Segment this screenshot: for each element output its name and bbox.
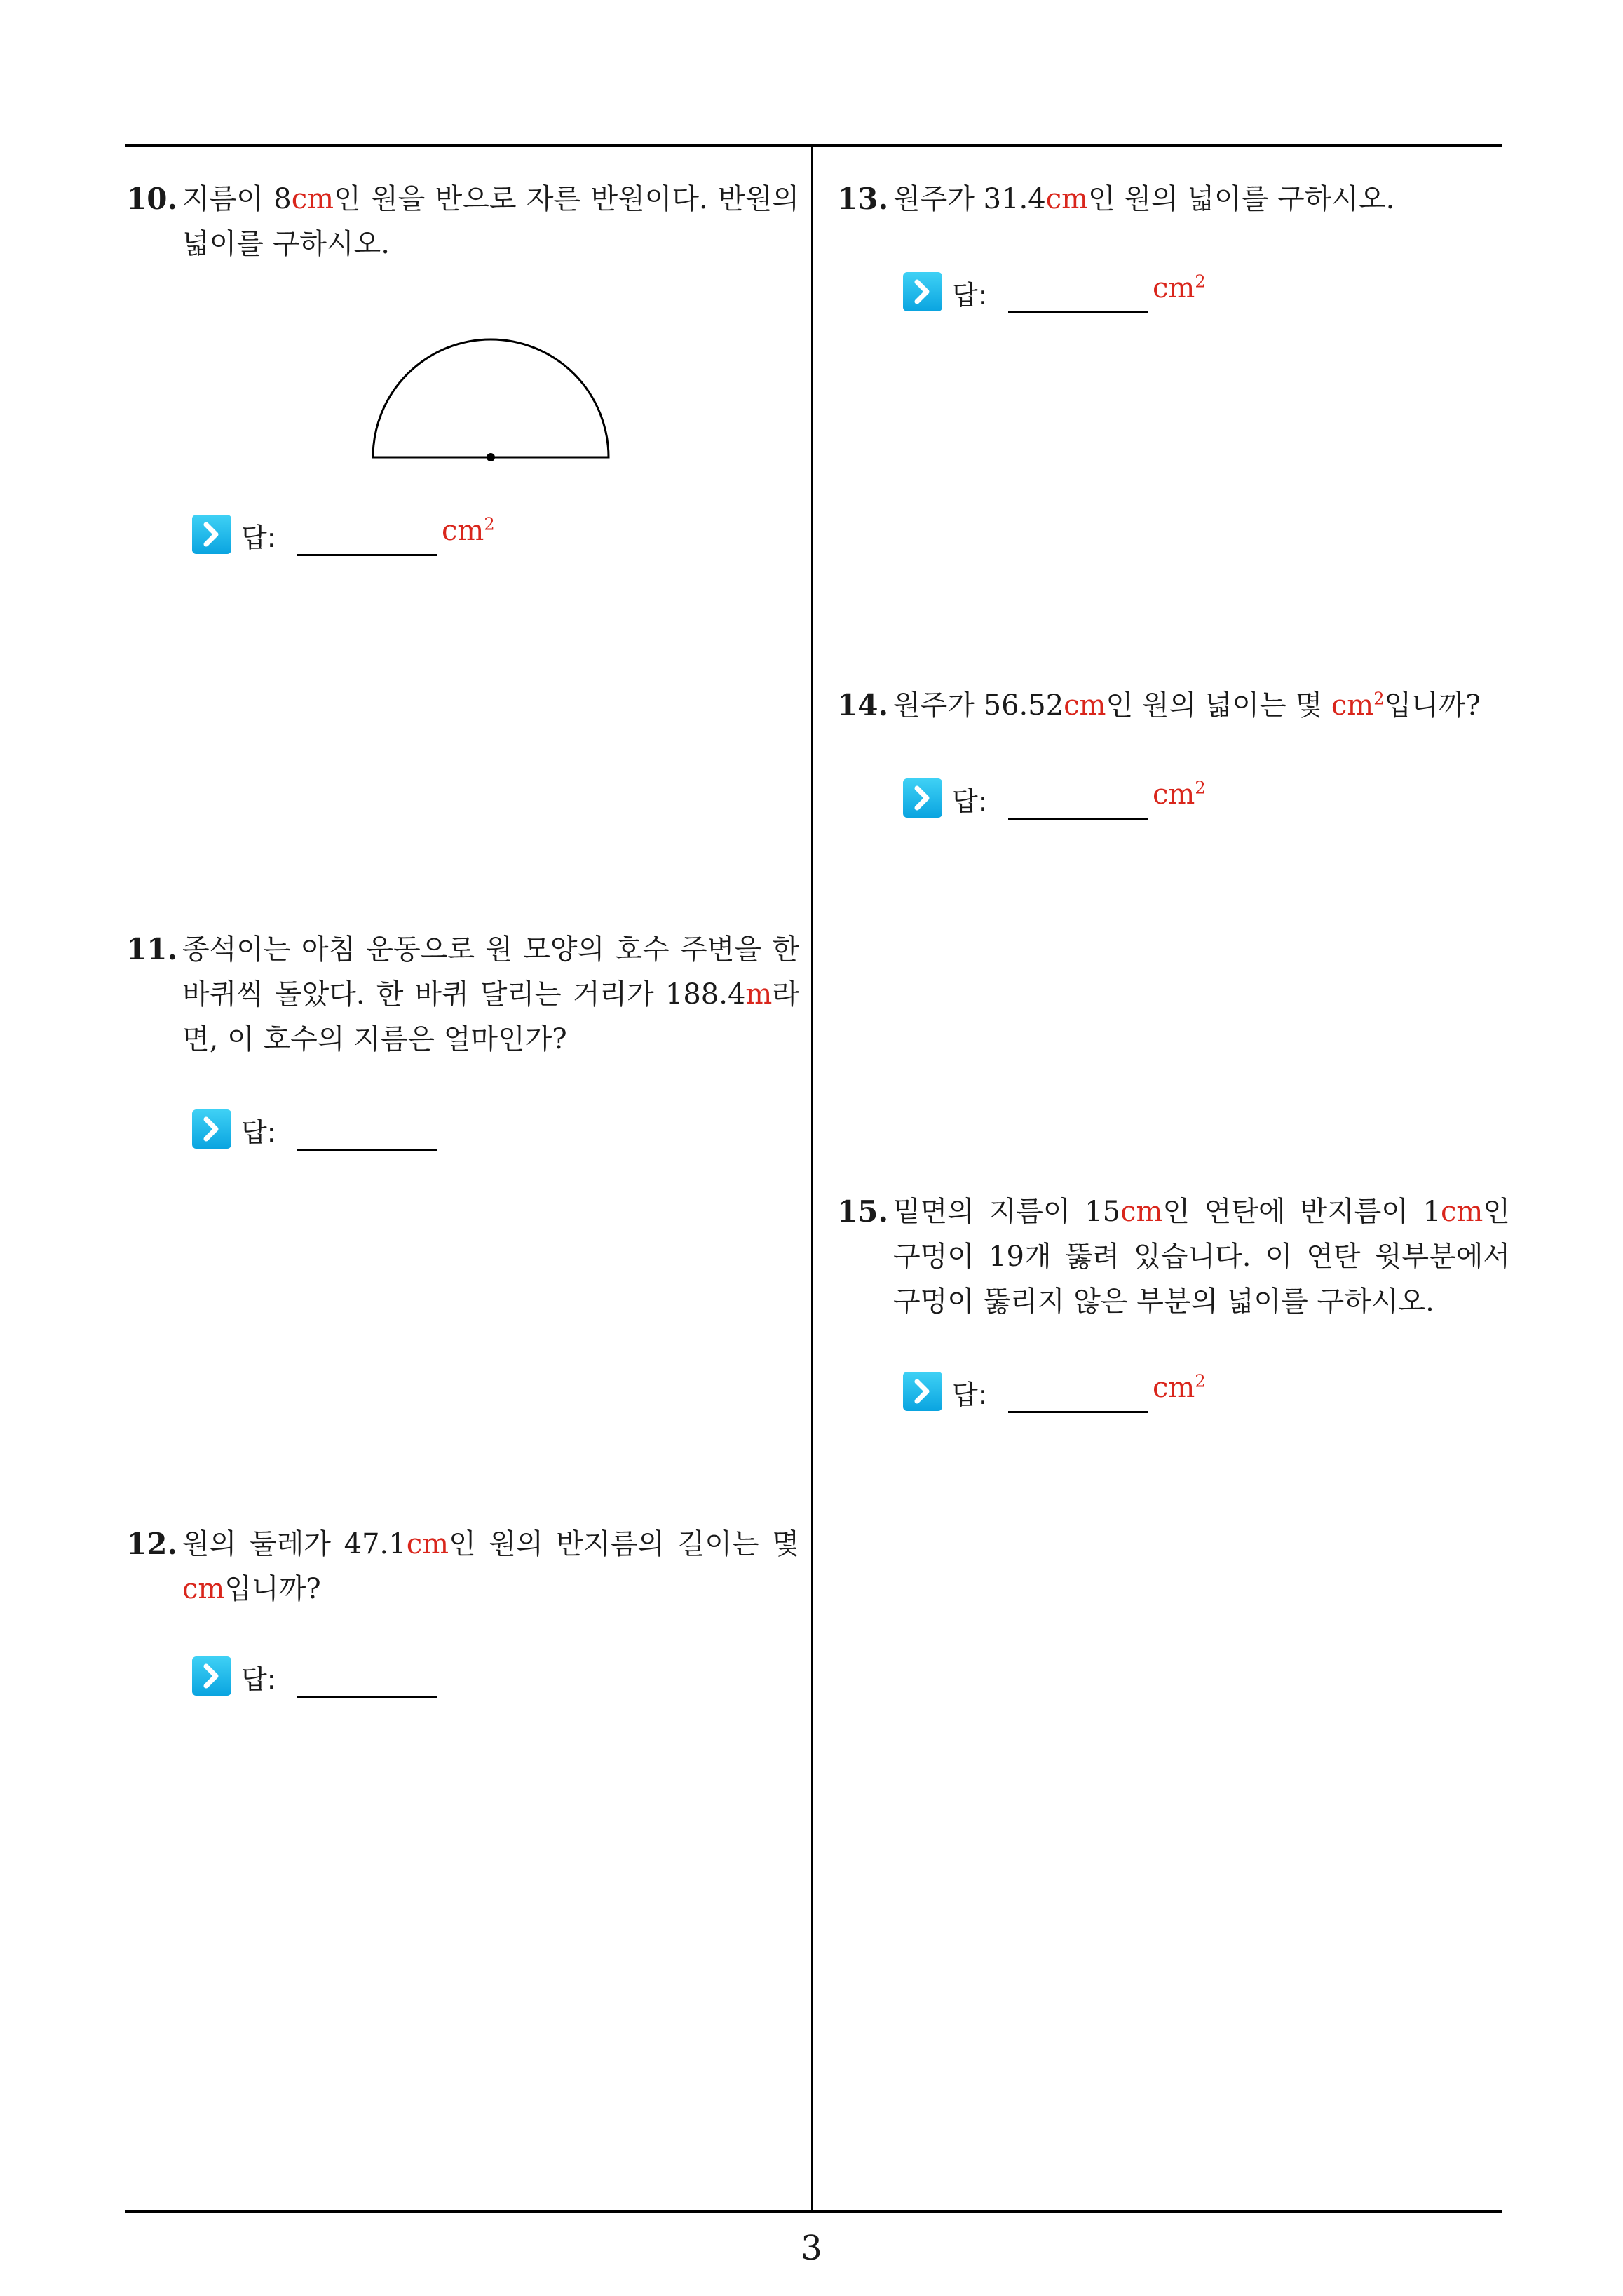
answer-label: 답: (241, 1664, 276, 1695)
column-divider (811, 144, 813, 2212)
question-text: 원주가 56.52cm인 원의 넓이는 몇 $cm^2$입니까? (893, 689, 1481, 722)
question-text: 지름이 8cm인 원을 반으로 자른 반원이다. 반원의 넓이를 구하시오. (182, 183, 799, 260)
chevron-right-icon (903, 1372, 942, 1411)
answer-label: 답: (241, 1117, 276, 1148)
chevron-right-icon (903, 272, 942, 311)
top-rule (125, 144, 1502, 147)
answer-blank[interactable] (297, 1149, 437, 1151)
answer-blank[interactable] (1008, 1411, 1148, 1413)
bottom-rule (125, 2210, 1502, 2213)
question-11 (126, 927, 799, 1062)
question-14 (837, 683, 1510, 728)
question-text: 종석이는 아침 운동으로 원 모양의 호수 주변을 한 바퀴씩 돌았다. 한 바퀴 달리는 거리가 188.4m라면, 이 호수의 지름은 얼마인가? (182, 933, 799, 1055)
question-number: 14. (837, 688, 889, 722)
answer-blank[interactable] (297, 554, 437, 556)
answer-label: 답: (952, 786, 987, 817)
answer-label: 답: (952, 280, 987, 311)
question-12 (126, 1522, 799, 1612)
question-number: 12. (126, 1527, 178, 1561)
question-text: 원의 둘레가 47.1cm인 원의 반지름의 길이는 몇cm입니까? (182, 1528, 799, 1605)
question-15 (837, 1189, 1510, 1324)
answer-unit: $cm^2$ (1153, 778, 1206, 811)
question-13 (837, 177, 1510, 222)
page-number: 3 (801, 2229, 822, 2268)
chevron-right-icon (903, 778, 942, 818)
question-number: 10. (126, 182, 178, 216)
answer-unit: $cm^2$ (1153, 1371, 1206, 1404)
chevron-right-icon (192, 1656, 231, 1696)
semicircle-figure (365, 330, 631, 470)
answer-unit: $cm^2$ (442, 514, 495, 547)
question-text: 밑면의 지름이 15cm인 연탄에 반지름이 1cm인 구멍이 19개 뚫려 있습니다. 이 연탄 윗부분에서 구멍이 뚫리지 않은 부분의 넓이를 구하시오. (893, 1196, 1510, 1318)
answer-label: 답: (241, 522, 276, 553)
answer-blank[interactable] (1008, 311, 1148, 313)
answer-unit: $cm^2$ (1153, 271, 1206, 304)
chevron-right-icon (192, 1109, 231, 1149)
chevron-right-icon (192, 515, 231, 554)
answer-blank[interactable] (1008, 818, 1148, 820)
question-number: 13. (837, 182, 889, 216)
question-text: 원주가 31.4cm인 원의 넓이를 구하시오. (893, 183, 1395, 215)
answer-blank[interactable] (297, 1696, 437, 1698)
question-10 (126, 177, 799, 266)
answer-label: 답: (952, 1379, 987, 1410)
question-number: 15. (837, 1194, 889, 1229)
question-number: 11. (126, 932, 178, 966)
